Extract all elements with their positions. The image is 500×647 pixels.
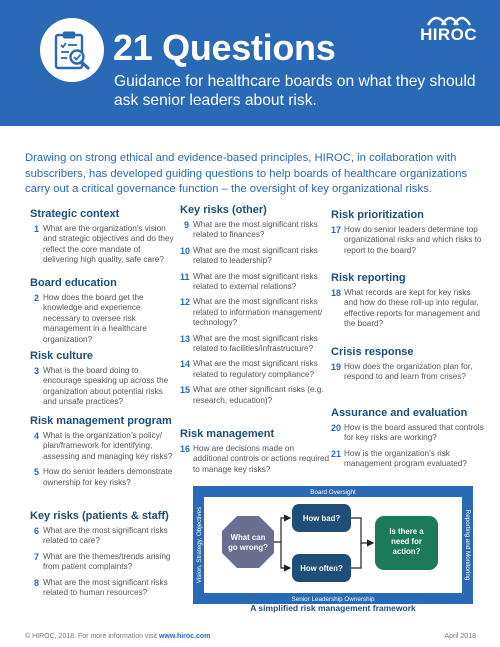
section-title: Risk culture [30, 350, 93, 362]
need-for-action-label-2: need for [391, 537, 422, 546]
question-text: What are the most significant risks related to human resources? [43, 577, 168, 598]
footer-date: April 2018 [444, 633, 476, 640]
question-text: What are the most significant risks related to external relations? [193, 271, 318, 292]
hiroc-logo [411, 8, 486, 44]
question-item [331, 288, 486, 330]
question-item [180, 297, 330, 328]
section-key-risks-other [180, 203, 330, 406]
board-oversight-label: Board Oversight [310, 489, 356, 496]
question-text: What are the themes/trends arising from patient complaints? [43, 551, 171, 572]
question-number: 17 [331, 225, 342, 235]
question-text: How does the board get the knowledge and experience necessary to oversee risk management in a healthcare organization? [43, 293, 147, 344]
question-number: 9 [183, 220, 189, 230]
question-item [180, 220, 330, 241]
question-item [180, 444, 330, 475]
section-title: Key risks (other) [180, 204, 267, 216]
what-can-go-wrong-label: What can [230, 533, 266, 542]
section-key-risks-patients-staff [30, 509, 175, 598]
header-banner [0, 0, 500, 126]
what-can-go-wrong-label-2: go wrong? [228, 543, 268, 552]
question-number: 6 [33, 526, 39, 536]
question-item [30, 526, 175, 547]
section-risk-culture [30, 349, 175, 408]
logo-arcs-icon [414, 8, 484, 26]
question-text: What records are kept for key risks and how do these roll-up into regular, effective reports for management and the board? [344, 288, 480, 329]
question-item [331, 449, 486, 470]
section-risk-management [180, 427, 330, 475]
question-item [30, 552, 175, 573]
question-number: 18 [331, 288, 342, 298]
framework-caption: A simplified risk management framework [250, 603, 416, 613]
what-can-go-wrong-octagon [222, 516, 274, 568]
question-text: What is the board doing to encourage speaking up across the organization about potential risks and unsafe practices? [43, 366, 169, 407]
vision-strategy-label: Vision, Strategy, Objectives [196, 506, 203, 584]
question-number: 21 [331, 448, 342, 459]
section-title: Assurance and evaluation [331, 407, 468, 419]
question-number: 4 [33, 431, 39, 441]
risk-framework-diagram [193, 486, 473, 612]
question-number: 16 [180, 444, 191, 454]
question-number: 7 [33, 551, 39, 562]
question-number: 15 [180, 385, 191, 396]
question-number: 19 [331, 362, 342, 372]
section-risk-reporting [331, 271, 486, 330]
question-item [30, 467, 175, 488]
question-number: 8 [33, 577, 39, 588]
question-text: What are the most significant risks related to information management/ technology? [193, 297, 323, 328]
question-item [30, 224, 175, 266]
section-title: Risk reporting [331, 272, 406, 284]
question-item [30, 293, 175, 345]
section-title: Strategic context [30, 208, 120, 220]
section-board-education [30, 276, 175, 345]
section-strategic-context [30, 207, 175, 266]
question-text: What are the most significant risks related to regulatory compliance? [193, 359, 318, 379]
question-text: How are decisions made on additional controls or actions required to manage key risks? [193, 444, 330, 474]
logo-text: HIROC [420, 25, 477, 44]
question-text: How is the organization’s risk management program evaluated? [344, 448, 467, 469]
question-text: What are the organization’s vision and strategic objectives and do they reflect the core mandate of delivering high quality, safe care? [43, 224, 174, 265]
section-risk-management-program [30, 414, 175, 488]
copyright-text: © HIROC, 2018. For more information visit [25, 633, 157, 640]
question-text: What is the organization’s policy/ plan/framework for identifying, assessing and managing key risks? [43, 431, 173, 461]
question-number: 10 [180, 245, 191, 256]
hiroc-website-link[interactable]: www.hiroc.com [158, 633, 211, 640]
section-title: Risk management program [30, 415, 172, 427]
question-number: 3 [33, 366, 39, 376]
question-text: What are other significant risks (e.g. research, education)? [193, 385, 324, 405]
need-for-action-label: Is there a [389, 527, 424, 536]
question-text: What are the most significant risks related to finances? [193, 220, 318, 240]
clipboard-magnifier-icon [40, 18, 104, 82]
senior-leadership-label: Senior Leadership Ownership [291, 596, 375, 603]
page-title: 21 Questions [113, 27, 336, 68]
question-item [180, 272, 330, 293]
section-title: Risk prioritization [331, 209, 424, 221]
intro-paragraph: Drawing on strong ethical and evidence-based principles, HIROC, in collaboration with subscribers, has developed guiding questions to help boards of healthcare organizations carry out a critical governance function – the oversight of key organizational risks. [25, 152, 468, 195]
question-text: What are the most significant risks related to facilities/infrastructure? [193, 333, 318, 354]
question-item [180, 246, 330, 267]
question-text: How is the board assured that controls for key risks are working? [344, 423, 484, 443]
section-risk-prioritization [331, 208, 486, 256]
question-text: How does the organization plan for, respond to and learn from crises? [344, 362, 473, 382]
question-item [30, 431, 175, 462]
how-often-label: How often? [300, 564, 343, 573]
section-title: Crisis response [331, 346, 414, 358]
question-text: What are the most significant risks related to leadership? [193, 245, 318, 266]
section-title: Board education [30, 277, 117, 289]
question-number: 1 [33, 224, 39, 234]
section-crisis-response [331, 345, 486, 383]
page-subtitle: Guidance for healthcare boards on what they should ask senior leaders about risk. [114, 73, 476, 109]
question-number: 11 [180, 271, 190, 282]
question-number: 14 [180, 359, 191, 370]
footer-copyright [25, 633, 210, 640]
question-number: 2 [33, 293, 39, 303]
section-assurance-evaluation [331, 406, 486, 470]
question-text: What are the most significant risks related to care? [43, 526, 168, 546]
question-item [180, 359, 330, 380]
question-item [331, 423, 486, 444]
question-item [30, 578, 175, 599]
question-text: How do senior leaders determine top organizational risks and which risks to report to the board? [344, 225, 482, 255]
question-item [331, 362, 486, 383]
question-text: How do senior leaders demonstrate ownership for key risks? [43, 467, 173, 487]
need-for-action-label-3: action? [392, 547, 421, 556]
question-number: 5 [33, 467, 39, 478]
section-title: Key risks (patients & staff) [30, 510, 169, 522]
reporting-monitoring-label: Reporting and Monitoring [464, 509, 471, 581]
question-number: 13 [180, 333, 191, 344]
question-item [30, 366, 175, 408]
question-number: 20 [331, 423, 342, 433]
section-title: Risk management [180, 428, 275, 440]
question-number: 12 [180, 297, 191, 308]
question-item [180, 334, 330, 355]
question-item [331, 225, 486, 256]
question-item [180, 385, 330, 406]
how-bad-label: How bad? [302, 514, 341, 523]
